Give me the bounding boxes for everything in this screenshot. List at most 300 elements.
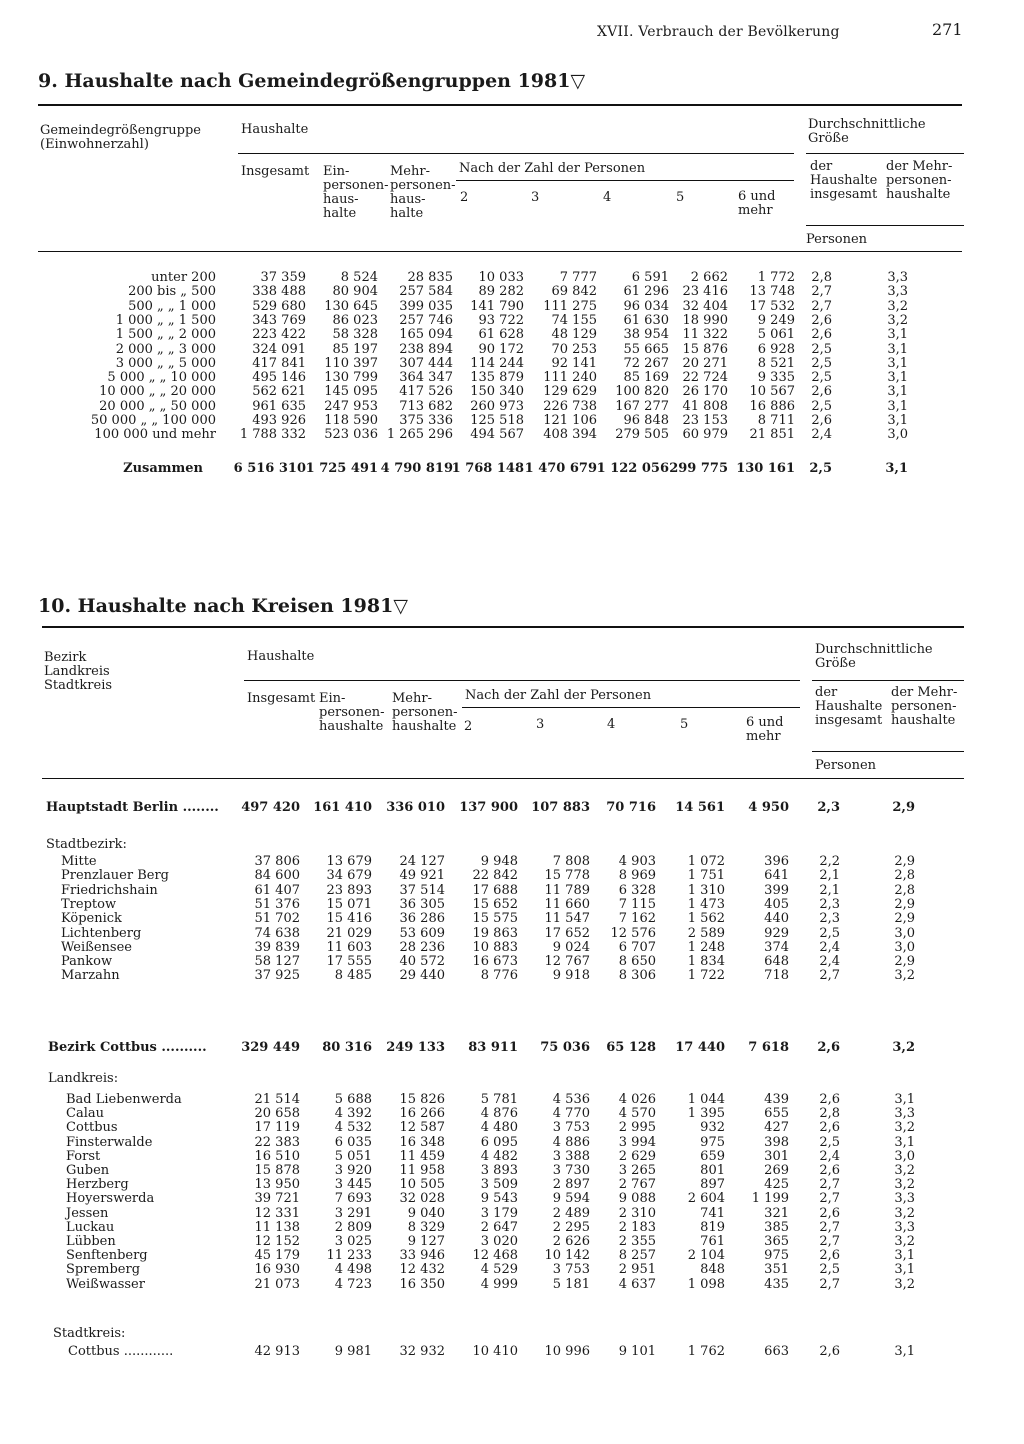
cell-einpersonen: 86 023	[332, 312, 378, 328]
cell-avg-mehr: 3,1	[887, 384, 908, 400]
cell-insgesamt: 338 488	[252, 284, 306, 300]
cell-avg-total: 2,5	[811, 398, 832, 414]
cell-avg-mehr: 3,1	[887, 413, 908, 428]
cell-p4: 38 954	[623, 327, 669, 343]
cell-p3: 7 808	[552, 854, 590, 869]
cell-avg-total: 2,1	[819, 868, 840, 884]
cell-p3: 111 240	[543, 370, 597, 386]
cell-avg-mehr: 3,0	[894, 925, 915, 941]
cell-p5: 1 072	[687, 854, 725, 869]
cell-avg-mehr: 3,2	[894, 1205, 915, 1221]
table9-top-rule	[38, 104, 962, 106]
cell-p6: 16 886	[749, 398, 795, 414]
cell-p2: 22 842	[472, 868, 518, 884]
cell-avg-mehr: 2,9	[894, 854, 915, 869]
cell-avg-mehr: 3,2	[894, 1120, 915, 1136]
table9-title: 9. Haushalte nach Gemeindegrößengruppen 1981▽	[38, 70, 586, 92]
cell-p4: 167 277	[615, 398, 669, 414]
table10-stadtbezirk-row	[0, 869, 1024, 883]
cell-avg-total: 2,7	[811, 284, 832, 300]
cell-avg-mehr: 3,2	[894, 1163, 915, 1178]
stadtbezirk-label: Stadtbezirk:	[46, 837, 127, 852]
cell-p5: 20 271	[682, 355, 728, 371]
cell-p3: 3 388	[552, 1148, 590, 1164]
cell-p2: 150 340	[470, 384, 524, 400]
cell-p5: 801	[700, 1163, 725, 1178]
cell-avg-total: 2,5	[819, 1262, 840, 1278]
cell-p2: 8 776	[480, 968, 518, 984]
cell-einpersonen: 247 953	[324, 398, 378, 414]
cell-insgesamt: 61 407	[254, 882, 300, 898]
cell-einpersonen: 58 328	[332, 327, 378, 343]
cell-avg-mehr: 2,8	[894, 868, 915, 884]
cell-p6: 13 748	[749, 284, 795, 300]
cell-avg-mehr: 3,1	[894, 1248, 915, 1264]
cell-p5: 819	[700, 1219, 725, 1235]
cell-p2: 10 410	[472, 1344, 518, 1359]
cell-p4: 8 257	[618, 1248, 656, 1264]
cell-p5: 22 724	[682, 370, 728, 386]
cell-p4: 12 576	[610, 925, 656, 941]
cell-insgesamt: 39 721	[254, 1191, 300, 1207]
cell-avg-mehr: 2,8	[894, 882, 915, 898]
table10-average-rule	[812, 680, 964, 681]
cell-p3: 2 489	[552, 1205, 590, 1221]
cell-avg-total: 2,6	[819, 1120, 840, 1136]
cell-p2: 6 095	[480, 1134, 518, 1150]
cell-avg-total: 2,6	[819, 1092, 840, 1107]
cell-p3: 408 394	[543, 427, 597, 443]
cell-insgesamt: 15 878	[254, 1163, 300, 1178]
cell-avg-total: 2,4	[819, 1148, 840, 1164]
cell-p5: 1 762	[687, 1344, 725, 1359]
cell-p5: 41 808	[682, 398, 728, 414]
cell-p4: 2 355	[618, 1234, 656, 1249]
row-label: Finsterwalde	[66, 1134, 153, 1150]
row-label: 100 000 und mehr	[94, 427, 216, 443]
table9-personen-header: Personen	[806, 232, 868, 247]
stadtkreis-label: Stadtkreis:	[53, 1326, 126, 1341]
cell-p3: 15 778	[544, 868, 590, 884]
row-label: 1 500 „ „ 2 000	[115, 327, 216, 343]
table9-einpersonen-header: Ein- personen- haus- halte	[323, 164, 389, 221]
row-label: Jessen	[66, 1205, 109, 1221]
cell-p3: 2 626	[552, 1234, 590, 1249]
cell-mehrpersonen: 12 432	[399, 1262, 445, 1278]
cell-avg-total: 2,1	[819, 882, 840, 898]
cell-einpersonen: 4 532	[334, 1120, 372, 1136]
cell-p2: 3 509	[480, 1177, 518, 1193]
table9-nach-zahl-header: Nach der Zahl der Personen	[459, 161, 646, 176]
cell-mehrpersonen: 249 133	[386, 1040, 445, 1055]
table10-landkreis-row	[0, 1192, 1024, 1206]
cell-avg-total: 2,3	[819, 911, 840, 927]
cell-p2: 3 893	[480, 1163, 518, 1178]
cell-avg-total: 2,5	[811, 341, 832, 357]
cell-p3: 10 142	[544, 1248, 590, 1264]
cell-avg-total: 2,3	[817, 800, 840, 815]
cell-einpersonen: 5 051	[334, 1148, 372, 1164]
cell-avg-total: 2,6	[819, 1344, 840, 1359]
cell-p4: 96 034	[623, 298, 669, 314]
cell-insgesamt: 529 680	[252, 298, 306, 314]
page-number: 271	[932, 20, 963, 39]
cell-einpersonen: 17 555	[326, 954, 372, 970]
cell-p5: 1 722	[687, 968, 725, 984]
cell-p4: 8 650	[618, 954, 656, 970]
cell-einpersonen: 23 893	[326, 882, 372, 898]
cell-p5: 1 310	[687, 882, 725, 898]
table10-average-header: Durchschnittliche Größe	[815, 642, 933, 671]
cell-mehrpersonen: 32 932	[399, 1344, 445, 1359]
cell-insgesamt: 324 091	[252, 341, 306, 357]
cell-avg-total: 2,4	[811, 427, 832, 443]
cell-p3: 129 629	[543, 384, 597, 400]
row-label: 2 000 „ „ 3 000	[115, 341, 216, 357]
cell-insgesamt: 16 510	[254, 1148, 300, 1164]
cell-mehrpersonen: 257 584	[399, 284, 453, 300]
table10-p2-header: 2	[464, 719, 473, 734]
table10-mehrpersonen-header: Mehr- personen- haushalte	[392, 691, 458, 734]
cell-avg-mehr: 3,1	[894, 1262, 915, 1278]
table10-title: 10. Haushalte nach Kreisen 1981▽	[38, 595, 408, 617]
row-label: unter 200	[151, 270, 216, 285]
cell-p4: 61 630	[623, 312, 669, 328]
cell-einpersonen: 15 416	[326, 911, 372, 927]
cell-p3: 2 897	[552, 1177, 590, 1193]
row-label: 3 000 „ „ 5 000	[115, 355, 216, 371]
table10-nach-zahl-rule	[462, 707, 800, 708]
table10-der-haushalte-header: der Haushalte insgesamt	[815, 685, 883, 728]
cell-p3: 11 789	[544, 882, 590, 898]
row-label: Zusammen	[123, 461, 203, 476]
table10-landkreis-row	[0, 1107, 1024, 1121]
cell-p3: 17 652	[544, 925, 590, 941]
cell-p4: 279 505	[615, 427, 669, 443]
cell-insgesamt: 37 359	[260, 270, 306, 285]
cell-p5: 659	[700, 1148, 725, 1164]
cell-avg-mehr: 3,3	[894, 1219, 915, 1235]
cell-p4: 55 665	[623, 341, 669, 357]
cell-insgesamt: 6 516 310	[233, 461, 306, 476]
cell-p4: 4 637	[618, 1276, 656, 1292]
cell-p6: 5 061	[757, 327, 795, 343]
row-label: Weißensee	[61, 939, 132, 955]
cell-p4: 96 848	[623, 413, 669, 428]
cell-p2: 93 722	[478, 312, 524, 328]
table10-der-mehr-header: der Mehr- personen- haushalte	[891, 685, 958, 728]
cell-avg-total: 2,7	[819, 1234, 840, 1249]
cell-p4: 2 183	[618, 1219, 656, 1235]
table9-row	[0, 271, 1024, 285]
table9-row	[0, 314, 1024, 328]
table9-row	[0, 428, 1024, 442]
cell-avg-total: 2,5	[819, 1134, 840, 1150]
cell-mehrpersonen: 1 265 296	[386, 427, 453, 443]
cell-p5: 848	[700, 1262, 725, 1278]
row-label: 20 000 „ „ 50 000	[99, 398, 216, 414]
table9-mehrpersonen-header: Mehr- personen- haus- halte	[390, 164, 456, 221]
cell-p5: 1 044	[687, 1092, 725, 1107]
cell-p6: 365	[764, 1234, 789, 1249]
table10-landkreis-row	[0, 1235, 1024, 1249]
cell-avg-total: 2,3	[819, 896, 840, 912]
row-label: 50 000 „ „ 100 000	[90, 413, 216, 428]
cell-p5: 26 170	[682, 384, 728, 400]
cell-mehrpersonen: 375 336	[399, 413, 453, 428]
cell-p2: 17 688	[472, 882, 518, 898]
cell-p2: 3 179	[480, 1205, 518, 1221]
table10-stadtbezirk-row	[0, 912, 1024, 926]
cell-einpersonen: 6 035	[334, 1134, 372, 1150]
cell-p4: 4 570	[618, 1106, 656, 1122]
table10-stadtbezirk-row	[0, 884, 1024, 898]
cell-insgesamt: 74 638	[254, 925, 300, 941]
cell-p6: 718	[764, 968, 789, 984]
cell-insgesamt: 343 769	[252, 312, 306, 328]
cell-mehrpersonen: 37 514	[399, 882, 445, 898]
cell-insgesamt: 58 127	[254, 954, 300, 970]
cell-mehrpersonen: 9 127	[407, 1234, 445, 1249]
cell-avg-mehr: 3,0	[887, 427, 908, 443]
cell-einpersonen: 13 679	[326, 854, 372, 869]
cell-avg-mehr: 3,3	[894, 1191, 915, 1207]
cell-avg-mehr: 3,2	[892, 1040, 915, 1055]
cell-avg-mehr: 3,1	[887, 341, 908, 357]
table9-row	[0, 343, 1024, 357]
cell-einpersonen: 5 688	[334, 1092, 372, 1107]
table10-landkreis-row	[0, 1278, 1024, 1292]
cell-p3: 121 106	[543, 413, 597, 428]
row-label: 10 000 „ „ 20 000	[99, 384, 216, 400]
cell-avg-total: 2,6	[817, 1040, 840, 1055]
cell-avg-total: 2,6	[819, 1163, 840, 1178]
cell-insgesamt: 223 422	[252, 327, 306, 343]
cell-p4: 6 707	[618, 939, 656, 955]
cell-p6: 130 161	[736, 461, 795, 476]
cell-p5: 1 834	[687, 954, 725, 970]
table10-landkreis-row	[0, 1221, 1024, 1235]
table10-landkreis-row	[0, 1093, 1024, 1107]
cell-p6: 975	[764, 1248, 789, 1264]
cell-einpersonen: 4 498	[334, 1262, 372, 1278]
cell-p6: 4 950	[748, 800, 789, 815]
table10-insgesamt-header: Insgesamt	[247, 691, 316, 706]
cell-p3: 9 918	[552, 968, 590, 984]
table10-top-rule	[42, 626, 964, 628]
cell-p6: 321	[764, 1205, 789, 1221]
cell-p6: 439	[764, 1092, 789, 1107]
cell-p4: 3 265	[618, 1163, 656, 1178]
cell-insgesamt: 21 073	[254, 1276, 300, 1292]
cell-avg-mehr: 3,3	[887, 270, 908, 285]
cell-p3: 70 253	[551, 341, 597, 357]
cell-einpersonen: 15 071	[326, 896, 372, 912]
cell-mehrpersonen: 53 609	[399, 925, 445, 941]
cell-p5: 1 473	[687, 896, 725, 912]
cell-p5: 2 104	[687, 1248, 725, 1264]
running-head: XVII. Verbrauch der Bevölkerung	[597, 24, 840, 40]
row-label: Prenzlauer Berg	[61, 868, 169, 884]
cell-avg-mehr: 2,9	[894, 896, 915, 912]
cell-p5: 2 662	[690, 270, 728, 285]
table10-berlin-row	[0, 801, 1024, 815]
table10-landkreis-row	[0, 1136, 1024, 1150]
cell-avg-mehr: 3,1	[887, 398, 908, 414]
cell-einpersonen: 3 920	[334, 1163, 372, 1178]
row-label: Bezirk Cottbus ..........	[48, 1040, 207, 1055]
row-label: Calau	[66, 1106, 104, 1122]
cell-p6: 396	[764, 854, 789, 869]
cell-p6: 269	[764, 1163, 789, 1178]
cell-einpersonen: 11 233	[326, 1248, 372, 1264]
cell-p2: 10 033	[478, 270, 524, 285]
table10-stadtkreis-row	[0, 1345, 1024, 1359]
cell-p5: 60 979	[682, 427, 728, 443]
cell-p3: 111 275	[543, 298, 597, 314]
cell-avg-total: 2,5	[811, 355, 832, 371]
cell-insgesamt: 51 702	[254, 911, 300, 927]
cell-avg-total: 2,6	[819, 1205, 840, 1221]
cell-p4: 8 969	[618, 868, 656, 884]
table10-p3-header: 3	[536, 717, 545, 732]
cell-p6: 8 711	[757, 413, 795, 428]
cell-p6: 1 772	[757, 270, 795, 285]
table9-row	[0, 414, 1024, 428]
table10-stadtbezirk-row	[0, 898, 1024, 912]
cell-p6: 929	[764, 925, 789, 941]
table10-landkreis-row	[0, 1150, 1024, 1164]
cell-p4: 2 951	[618, 1262, 656, 1278]
cell-p5: 1 751	[687, 868, 725, 884]
cell-einpersonen: 3 025	[334, 1234, 372, 1249]
cell-insgesamt: 20 658	[254, 1106, 300, 1122]
cell-p3: 75 036	[540, 1040, 590, 1055]
table10-p4-header: 4	[607, 717, 616, 732]
cell-avg-total: 2,6	[811, 327, 832, 343]
table9-row	[0, 371, 1024, 385]
cell-insgesamt: 45 179	[254, 1248, 300, 1264]
cell-einpersonen: 3 291	[334, 1205, 372, 1221]
cell-einpersonen: 8 485	[334, 968, 372, 984]
cell-p5: 975	[700, 1134, 725, 1150]
cell-avg-total: 2,5	[819, 925, 840, 941]
cell-avg-mehr: 3,2	[894, 1177, 915, 1193]
table10-p6-header: 6 und mehr	[746, 715, 784, 744]
cell-p6: 405	[764, 896, 789, 912]
cell-p5: 2 589	[687, 925, 725, 941]
table10-header-bottom-rule	[42, 778, 964, 779]
cell-p2: 90 172	[478, 341, 524, 357]
cell-p3: 12 767	[544, 954, 590, 970]
cell-p6: 385	[764, 1219, 789, 1235]
cell-mehrpersonen: 36 305	[399, 896, 445, 912]
cell-insgesamt: 37 806	[254, 854, 300, 869]
row-label: Hauptstadt Berlin ........	[46, 800, 219, 815]
cell-mehrpersonen: 16 348	[399, 1134, 445, 1150]
cell-mehrpersonen: 713 682	[399, 398, 453, 414]
cell-p3: 92 141	[551, 355, 597, 371]
cell-p2: 114 244	[470, 355, 524, 371]
cell-avg-mehr: 2,9	[894, 911, 915, 927]
cell-p2: 19 863	[472, 925, 518, 941]
cell-insgesamt: 17 119	[254, 1120, 300, 1136]
cell-p2: 5 781	[480, 1092, 518, 1107]
cell-insgesamt: 12 331	[254, 1205, 300, 1221]
cell-avg-mehr: 3,2	[894, 1234, 915, 1249]
cell-p6: 663	[764, 1344, 789, 1359]
cell-p5: 741	[700, 1205, 725, 1221]
table9-row	[0, 328, 1024, 342]
cell-p3: 5 181	[552, 1276, 590, 1292]
row-label: Forst	[66, 1148, 101, 1164]
row-label: Friedrichshain	[61, 882, 158, 898]
cell-p6: 7 618	[748, 1040, 789, 1055]
row-label: 1 000 „ „ 1 500	[115, 312, 216, 328]
cell-avg-mehr: 3,2	[894, 968, 915, 984]
cell-einpersonen: 118 590	[324, 413, 378, 428]
cell-mehrpersonen: 16 266	[399, 1106, 445, 1122]
row-label: 500 „ „ 1 000	[128, 298, 216, 314]
table10-group-header: Bezirk Landkreis Stadtkreis	[44, 650, 113, 693]
cell-p3: 74 155	[551, 312, 597, 328]
cell-p3: 11 547	[544, 911, 590, 927]
cell-p4: 6 591	[631, 270, 669, 285]
table9-header-bottom-rule	[38, 251, 962, 252]
cell-p5: 23 153	[682, 413, 728, 428]
cell-p5: 299 775	[669, 461, 728, 476]
cell-mehrpersonen: 24 127	[399, 854, 445, 869]
cell-p2: 16 673	[472, 954, 518, 970]
row-label: Cottbus ............	[68, 1344, 174, 1359]
cell-mehrpersonen: 36 286	[399, 911, 445, 927]
cell-p3: 107 883	[531, 800, 590, 815]
cell-p4: 6 328	[618, 882, 656, 898]
cell-mehrpersonen: 11 459	[399, 1148, 445, 1164]
cell-mehrpersonen: 165 094	[399, 327, 453, 343]
cell-einpersonen: 161 410	[313, 800, 372, 815]
table10-stadtbezirk-row	[0, 927, 1024, 941]
cell-p4: 7 115	[618, 896, 656, 912]
cell-p5: 23 416	[682, 284, 728, 300]
cell-mehrpersonen: 11 958	[399, 1163, 445, 1178]
table9-row	[0, 285, 1024, 299]
cell-avg-mehr: 3,1	[894, 1092, 915, 1107]
row-label: Cottbus	[66, 1120, 118, 1136]
cell-p2: 494 567	[470, 427, 524, 443]
cell-p6: 374	[764, 939, 789, 955]
cell-insgesamt: 13 950	[254, 1177, 300, 1193]
table9-nach-zahl-rule	[456, 180, 794, 181]
cell-insgesamt: 961 635	[252, 398, 306, 414]
cell-einpersonen: 11 603	[326, 939, 372, 955]
cell-p5: 1 395	[687, 1106, 725, 1122]
cell-avg-mehr: 3,2	[894, 1276, 915, 1292]
cell-avg-total: 2,4	[819, 939, 840, 955]
table10-landkreis-row	[0, 1164, 1024, 1178]
cell-p3: 10 996	[544, 1344, 590, 1359]
cell-insgesamt: 51 376	[254, 896, 300, 912]
cell-p6: 435	[764, 1276, 789, 1292]
cell-insgesamt: 562 621	[252, 384, 306, 400]
cell-einpersonen: 9 981	[334, 1344, 372, 1359]
cell-einpersonen: 110 397	[324, 355, 378, 371]
cell-mehrpersonen: 28 236	[399, 939, 445, 955]
cell-insgesamt: 22 383	[254, 1134, 300, 1150]
row-label: 5 000 „ „ 10 000	[107, 370, 216, 386]
cell-p2: 4 529	[480, 1262, 518, 1278]
cell-p3: 48 129	[551, 327, 597, 343]
